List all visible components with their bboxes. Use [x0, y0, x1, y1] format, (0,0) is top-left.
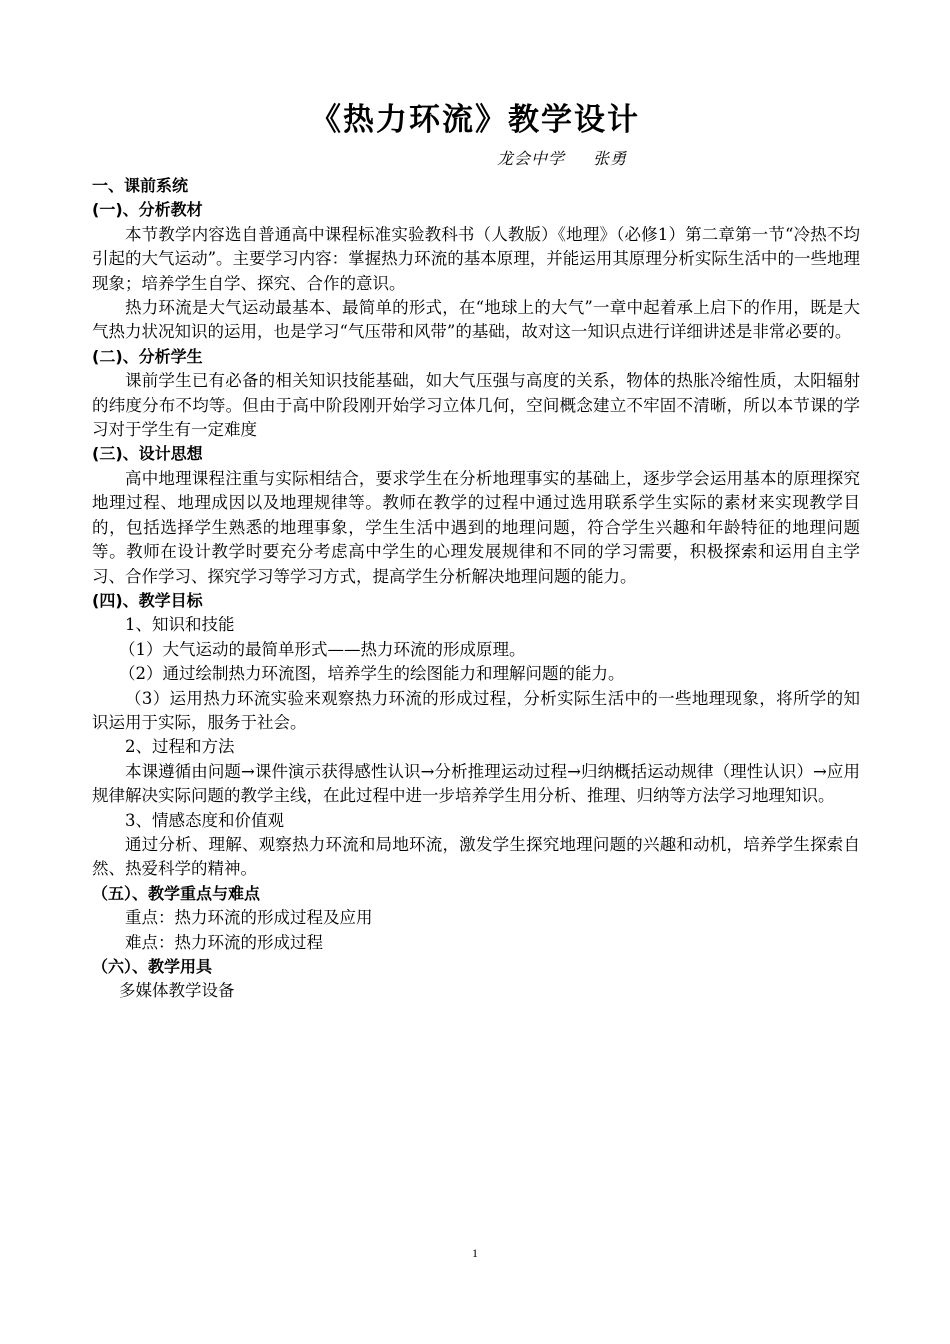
paragraph: 本课遵循由问题→课件演示获得感性认识→分析推理运动过程→归纳概括运动规律（理性认识）→应用规律解决实际问题的教学主线，在此过程中进一步培养学生用分析、推理、归纳等方法学习地理知识。	[92, 761, 860, 806]
subsection-heading: (一)、分析教材	[92, 200, 203, 220]
subsection-heading: （六）、教学用具	[92, 957, 213, 976]
list-item: （3）运用热力环流实验来观察热力环流的形成过程，分析实际生活中的一些地理现象，将所学的知识运用于实际，服务于社会。	[92, 688, 860, 732]
document-body	[92, 174, 860, 1004]
paragraph: 通过分析、理解、观察热力环流和局地环流，激发学生探究地理问题的兴趣和动机，培养学生探索自然、热爱科学的精神。	[92, 834, 860, 879]
list-item: 多媒体教学设备	[119, 981, 235, 1001]
list-item: （1）大气运动的最简单形式——热力环流的形成原理。	[119, 639, 526, 659]
list-heading: 3、情感态度和价值观	[125, 810, 284, 830]
list-heading: 1、知识和技能	[125, 615, 235, 635]
school-name: 龙会中学	[497, 149, 566, 168]
subsection-heading: （五）、教学重点与难点	[92, 883, 261, 903]
author-name: 张勇	[593, 149, 628, 168]
list-heading: 2、过程和方法	[125, 737, 235, 757]
subsection-heading: (四)、教学目标	[92, 590, 203, 610]
paragraph: 高中地理课程注重与实际相结合，要求学生在分析地理事实的基础上，逐步学会运用基本的原理探究地理过程、地理成因以及地理规律等。教师在教学的过程中通过选用联系学生实际的素材来实现教学目的，包括选择学生熟悉的地理事象，学生生活中遇到的地理问题，符合学生兴趣和年龄特征的地理问题等。教师在设计教学时要充分考虑高中学生的心理发展规律和不同的学习需要，积极探索和运用自主学习、合作学习、探究学习等学习方式，提高学生分析解决地理问题的能力。	[92, 468, 860, 586]
list-item: （2）通过绘制热力环流图，培养学生的绘图能力和理解问题的能力。	[119, 664, 625, 684]
list-item: 重点：热力环流的形成过程及应用	[125, 908, 373, 928]
subsection-heading: (二)、分析学生	[92, 346, 203, 366]
section-heading: 一、课前系统	[92, 176, 189, 195]
paragraph: 本节教学内容选自普通高中课程标准实验教科书（人教版）《地理》（必修1）第二章第一节“冷热不均引起的大气运动”。主要学习内容：掌握热力环流的基本原理，并能运用其原理分析实际生活中的一些地理现象；培养学生自学、探究、合作的意识。	[92, 224, 860, 293]
subsection-heading: (三)、设计思想	[92, 444, 203, 464]
paragraph: 课前学生已有必备的相关知识技能基础，如大气压强与高度的关系，物体的热胀冷缩性质，太阳辐射的纬度分布不均等。但由于高中阶段刚开始学习立体几何，空间概念建立不牢固不清晰，所以本节课的学习对于学生有一定难度	[92, 371, 860, 440]
list-item: 难点：热力环流的形成过程	[125, 932, 323, 952]
author-line	[497, 148, 627, 170]
page-title: 《热力环流》教学设计	[310, 102, 640, 138]
page-number: 1	[472, 1246, 478, 1260]
paragraph: 热力环流是大气运动最基本、最简单的形式，在“地球上的大气”一章中起着承上启下的作用，既是大气热力状况知识的运用，也是学习“气压带和风带”的基础，故对这一知识点进行详细讲述是非常必要的。	[92, 298, 860, 342]
